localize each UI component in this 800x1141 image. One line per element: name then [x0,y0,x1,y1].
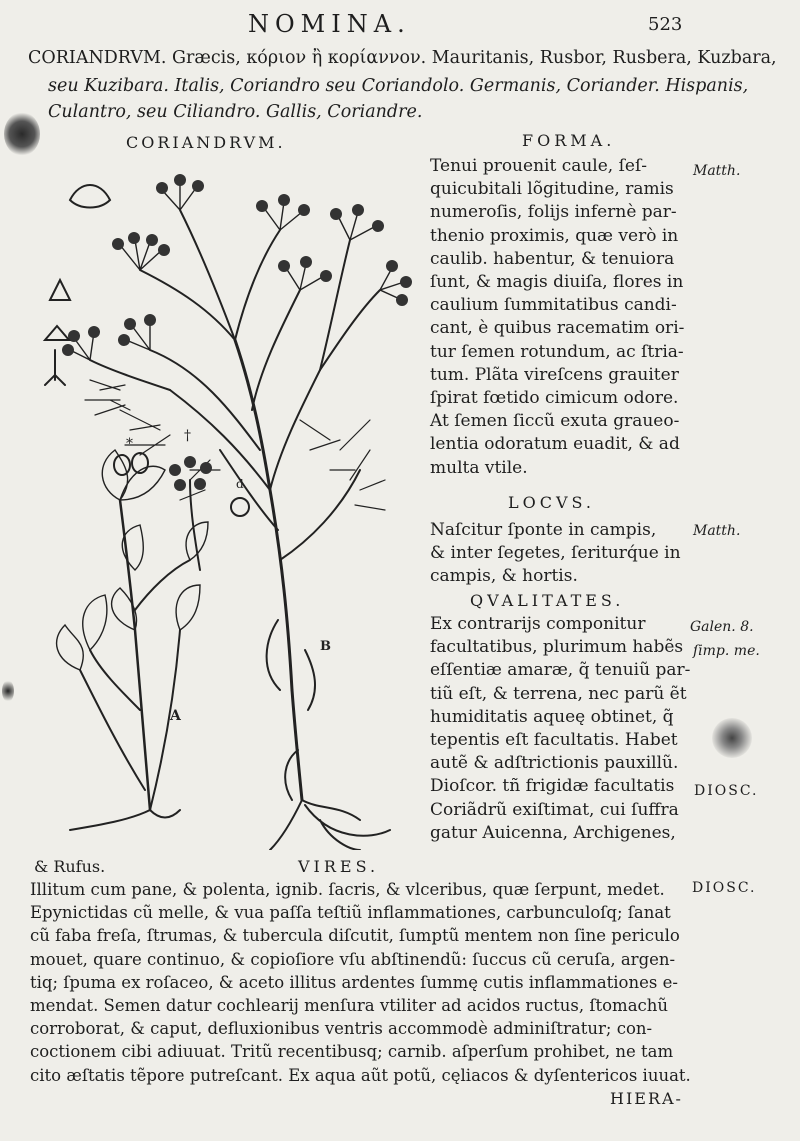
qualitates-text: Ex contrarijs componitur facultatibus, plurimum habẽs eſſentiæ amaræ, q̃ tenuiũ par- tiũ eſt, & terrena, nec parũ ẽt humiditatis aqueę obtinet, q̃ tepentis eſt facultatis. Habet autẽ & adſtrictionis pauxillũ. Dioſcor. tñ frigidæ facultatis Coriãdrũ exiſtimat, cui ſuffra gatur Auicenna, Archigenes, [430,614,691,843]
margin-note: DIOSC. [694,783,759,799]
nomina-line-2: seu Kuzibara. Italis, Coriandro seu Coriandolo. Germanis, Coriander. Hispanis, [48,76,749,96]
plant-label-a: A [170,708,181,724]
continuation-text: & Rufus. [34,857,106,876]
nomina-line-3: Culantro, seu Ciliandro. Gallis, Coriandre. [48,102,423,122]
section-title-forma: FORMA. [522,131,616,150]
plant-label-b: B [320,639,331,654]
plant-title: CORIANDRVM. [126,133,286,152]
section-title-vires: VIRES. [298,857,380,876]
forma-text: Tenui prouenit caule, ſeſ- quicubitali lõgitudine, ramis numeroſis, folijs infernè par- thenio proximis, quæ verò in caulib. habentur, & tenuiora ſunt, & magis diuiſa, flores in caulium ſummitatibus candi- cant, è quibus racematim ori- tur ſemen rotundum, ac ſtria- tum. Plãta vireſcens grauiter ſpirat fœtido cimicum odore. At ſemen ſiccũ exuta graueo- lentia odoratum euadit, & ad multa vtile. [430,156,685,478]
catchword: HIERA- [610,1089,683,1108]
margin-note: Matth. [693,523,741,539]
margin-note: DIOSC. [692,880,757,896]
running-head: NOMINA. [248,10,411,38]
plant-label-d: d [236,477,244,491]
margin-note: Galen. 8. [690,619,754,635]
section-title-qualitates: QVALITATES. [470,591,625,610]
margin-note: Matth. [693,163,741,179]
coriander-woodcut-illustration [30,150,430,850]
plant-label-cross: † [184,428,191,444]
plant-a-stem [120,500,150,810]
page-number: 523 [648,14,683,35]
plant-label-star: * [126,436,133,452]
section-title-locus: LOCVS. [508,493,596,512]
vires-text: Illitum cum pane, & polenta, ignib. ſacris, & vlceribus, quæ ſerpunt, medet. Epynictidas cũ melle, & vua paſſa teſtiũ inflammationes, carbunculoſq; ſanat cũ faba freſa, ſtrumas, & tubercula diſcutit, ſumptũ mentem non ſine periculo mouet, quare continuo, & copioſiore vſu abſtinendũ: ſuccus cũ ceruſa, argen- tiq; ſpuma ex roſaceo, & aceto illitus ardentes ſummę cutis inflammationes e- mendat. Semen datur cochlearij menſura vtiliter ad acidos ructus, ſtomachũ corroborat, & caput, defluxionibus ventris accommodè adminiſtratur; con- coctionem cibi adiuuat. Tritũ recentibusq; carnib. aſperſum prohibet, ne tam cito æſtatis tẽpore putreſcant. Ex aqua aũt potũ, cęliacos & dyſentericos iuuat. [30,880,691,1085]
margin-note: ſimp. me. [693,643,760,659]
ink-stain [712,718,752,758]
nomina-line-1: CORIANDRVM. Græcis, κόριον ἢ κορίαννον. Mauritanis, Rusbor, Rusbera, Kuzbara, [28,48,777,68]
ink-stain [2,680,14,702]
locus-text: Naſcitur ſponte in campis, & inter ſegetes, ſeriturq́ue in campis, & hortis. [430,520,681,587]
